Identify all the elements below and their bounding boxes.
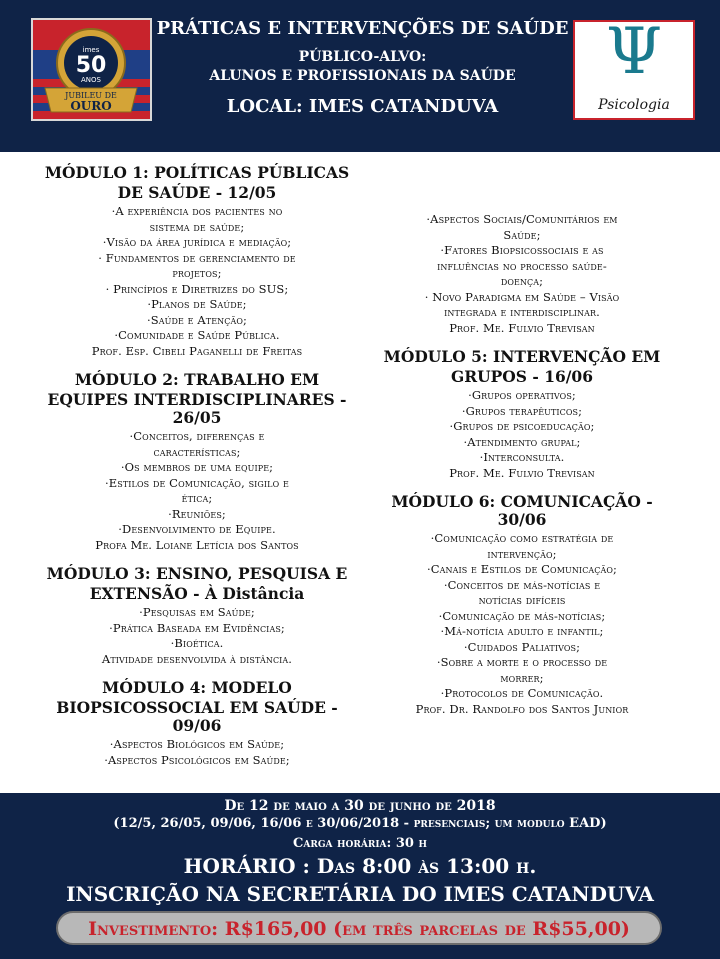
module-4-continued — [368, 212, 676, 336]
psychology-logo — [573, 15, 695, 120]
module-5 — [368, 348, 676, 481]
module-topic: ·Reuniões; — [168, 506, 226, 521]
investment-badge — [56, 911, 662, 945]
module-title: EXTENSÃO - À Distância — [89, 584, 305, 603]
module-topic: ·Estilos de Comunicação, sigilo e — [105, 475, 289, 490]
imes-50-years-logo — [31, 18, 152, 121]
logo-ribbon-line1: JUBILEU DE — [65, 91, 117, 100]
module-title: MÓDULO 2: TRABALHO EM — [74, 370, 320, 389]
module-topic: ·A experiência dos pacientes no — [111, 204, 283, 218]
module-topic: ·Bioética. — [170, 636, 224, 650]
audience-label: PÚBLICO-ALVO: — [298, 49, 427, 65]
module-topic: Saúde; — [503, 227, 541, 242]
investment-text: Investimento: R$165,00 (em três parcelas de R$55,00) — [88, 918, 630, 940]
module-topic: ·Comunidade e Saúde Pública. — [114, 328, 280, 342]
module-topic: ·Má-notícia adulto e infantil; — [440, 624, 604, 638]
module-topic: doença; — [500, 274, 544, 288]
module-topic: projetos; — [172, 266, 222, 280]
logo-number-text: 50 — [75, 53, 107, 78]
module-topic: integrada e interdisciplinar. — [444, 305, 600, 319]
module-note: Atividade desenvolvida à distância. — [101, 651, 293, 666]
module-topic: ·Grupos terapêuticos; — [461, 403, 583, 418]
right-column — [368, 212, 676, 729]
module-professor: Prof. Esp. Cibeli Paganelli de Freitas — [91, 343, 303, 358]
module-topic: morrer; — [500, 670, 544, 685]
module-topic: ·Comunicação de más-notícias; — [438, 608, 606, 623]
sessions-text: (12/5, 26/05, 09/06, 16/06 e 30/06/2018 - presenciais; um modulo EAD) — [113, 816, 607, 831]
module-title: MÓDULO 3: ENSINO, PESQUISA E — [46, 564, 348, 583]
module-professor: Prof. Me. Fulvio Trevisan — [449, 465, 595, 480]
module-professor: Prof. Me. Fulvio Trevisan — [449, 320, 595, 335]
logo-brand-text: imes — [82, 46, 100, 54]
module-topic: · Novo Paradigma em Saúde – Visão — [424, 289, 620, 304]
module-topic: ·Interconsulta. — [479, 450, 565, 464]
module-title: EQUIPES INTERDISCIPLINARES - 26/05 — [47, 390, 347, 427]
module-topic: ·Prática Baseada em Evidências; — [109, 620, 285, 635]
workload-text: Carga horária: 30 h — [293, 836, 427, 851]
module-title: MÓDULO 6: COMUNICAÇÃO - 30/06 — [391, 492, 653, 529]
module-4 — [40, 679, 354, 768]
module-6 — [368, 493, 676, 717]
audience-text: ALUNOS E PROFISSIONAIS DA SAÚDE — [209, 68, 516, 84]
module-topic: ética; — [181, 491, 213, 505]
module-topic: ·Protocolos de Comunicação. — [440, 686, 604, 700]
left-column — [40, 164, 354, 780]
logo-ribbon-line2: OURO — [70, 99, 112, 113]
schedule-text: HORÁRIO : Das 8:00 às 13:00 h. — [183, 854, 537, 878]
header-banner — [0, 0, 720, 152]
module-topic: sistema de saúde; — [149, 219, 245, 234]
module-title: GRUPOS - 16/06 — [450, 367, 593, 386]
dates-text: De 12 de maio a 30 de junho de 2018 — [224, 798, 496, 814]
module-topic: ·Cuidados Paliativos; — [463, 639, 581, 654]
module-2 — [40, 371, 354, 553]
psychology-label: Psicologia — [598, 97, 670, 113]
module-topic: ·Aspectos Psicológicos em Saúde; — [104, 752, 290, 767]
module-professor: Prof. Dr. Randolfo dos Santos Junior — [415, 701, 629, 716]
module-topic: ·Grupos operativos; — [468, 388, 576, 402]
module-topic: ·Conceitos de más-notícias e — [443, 577, 601, 592]
module-topic: ·Atendimento grupal; — [463, 434, 581, 449]
psi-icon: Ψ — [605, 15, 663, 89]
module-title: DE SAÚDE - 12/05 — [117, 183, 277, 202]
module-topic: ·Aspectos Biológicos em Saúde; — [109, 737, 285, 751]
module-topic: · Princípios e Diretrizes do SUS; — [105, 281, 289, 296]
module-topic: ·Os membros de uma equipe; — [120, 460, 274, 474]
module-1 — [40, 164, 354, 359]
module-title: MÓDULO 4: MODELO — [102, 678, 292, 697]
module-topic: influências no processo saúde- — [437, 258, 607, 273]
module-topic: características; — [153, 444, 241, 459]
module-title: BIOPSICOSSOCIAL EM SAÚDE - 09/06 — [56, 698, 338, 735]
module-professor: Profa Me. Loiane Letícia dos Santos — [95, 537, 299, 552]
module-topic: ·Grupos de psicoeducação; — [449, 419, 595, 433]
page-title: PRÁTICAS E INTERVENÇÕES DE SAÚDE — [156, 18, 569, 39]
location-text: LOCAL: IMES CATANDUVA — [226, 96, 499, 117]
module-title: MÓDULO 1: POLÍTICAS PÚBLICAS — [44, 163, 350, 182]
logo-years-text: ANOS — [81, 76, 101, 84]
module-title: MÓDULO 5: INTERVENÇÃO EM — [383, 347, 661, 366]
module-topic: ·Saúde e Atenção; — [147, 312, 247, 327]
module-topic: ·Conceitos, diferenças e — [129, 429, 265, 443]
module-topic: ·Aspectos Sociais/Comunitários em — [426, 212, 618, 226]
module-topic: ·Comunicação como estratégia de — [430, 531, 614, 545]
module-topic: ·Sobre a morte e o processo de — [436, 655, 608, 669]
registration-text: INSCRIÇÃO NA SECRETÁRIA DO IMES CATANDUVA — [66, 882, 654, 906]
module-topic: ·Planos de Saúde; — [147, 297, 247, 311]
module-topic: ·Visão da área jurídica e mediação; — [102, 235, 292, 249]
module-3 — [40, 565, 354, 667]
module-topic: · Fundamentos de gerenciamento de — [98, 250, 296, 265]
module-topic: notícias difíceis — [478, 593, 566, 607]
module-topic: ·Fatores Biopsicossociais e as — [440, 243, 604, 257]
module-topic: ·Desenvolvimento de Equipe. — [118, 522, 276, 536]
module-topic: ·Canais e Estilos de Comunicação; — [426, 562, 618, 576]
module-topic: ·Pesquisas em Saúde; — [139, 605, 255, 619]
module-topic: intervenção; — [487, 546, 557, 561]
